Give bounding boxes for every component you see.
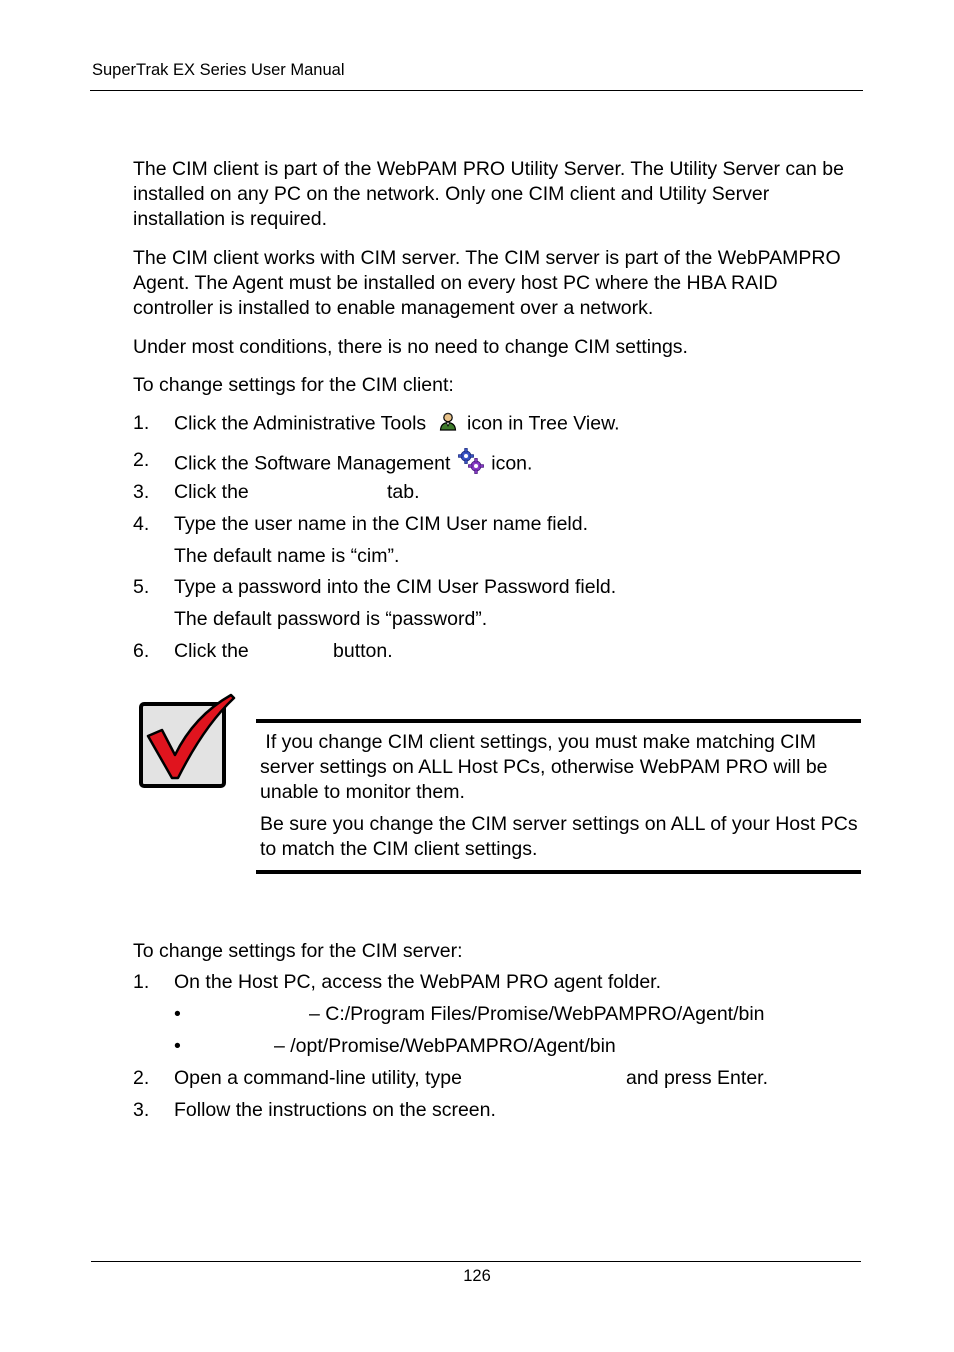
note-top-rule [256,719,861,723]
intro-paragraph-1: The CIM client is part of the WebPAM PRO Utility Server. The Utility Server can be installed on any PC on the network. Only one CIM client and Utility Server installation is required. [133,158,844,230]
step-text-pre: Click the Administrative Tools [174,412,427,435]
running-header: SuperTrak EX Series User Manual [92,61,345,79]
page-number: 126 [463,1267,491,1285]
step-number: 2. [133,449,150,471]
step-number: 3. [133,481,150,503]
step-text-post: icon. [491,452,533,475]
step-text-pre: Open a command-line utility, type [174,1067,462,1089]
step-text-post: icon in Tree View. [467,412,620,435]
step-number: 5. [133,576,150,598]
note-paragraph-2: Be sure you change the CIM server settings on ALL of your Host PCs to match the CIM client settings. [260,813,858,860]
note-paragraph-1: If you change CIM client settings, you must make matching CIM server settings on ALL Host PCs, otherwise WebPAM PRO will be unable to monitor them. [260,731,833,803]
step-text [174,411,620,438]
step-text-pre: Click the [174,640,249,662]
step-text-post: and press Enter. [626,1067,769,1089]
step-text-post: tab. [387,481,420,503]
step-subtext: The default password is “password”. [174,608,488,630]
intro-paragraph-3: Under most conditions, there is no need to change CIM settings. [133,336,688,358]
step-text-pre: Click the Software Management [174,452,451,475]
bullet-text: – C:/Program Files/Promise/WebPAMPRO/Agent/bin [309,1003,765,1025]
step-text: On the Host PC, access the WebPAM PRO agent folder. [174,971,662,993]
step-number: 1. [133,412,150,434]
step-text-pre: Click the [174,481,249,503]
intro-paragraph-2: The CIM client works with CIM server. The CIM server is part of the WebPAMPRO Agent. The Agent must be installed on every host PC where the HBA RAID controller is installed to enable management over a network. [133,247,841,319]
server-intro: To change settings for the CIM server: [133,940,463,962]
step-text-post: button. [333,640,393,662]
note-bottom-rule [256,870,861,874]
software-management-icon [458,448,484,481]
bullet-mark: • [174,1003,181,1025]
footer-rule [91,1261,861,1262]
step-number: 3. [133,1099,150,1121]
step-text: Type a password into the CIM User Password field. [174,576,617,598]
admin-tools-icon [438,411,458,438]
bullet-text: – /opt/Promise/WebPAMPRO/Agent/bin [274,1035,616,1057]
intro-paragraph-4: To change settings for the CIM client: [133,374,454,396]
step-text: Type the user name in the CIM User name field. [174,513,589,535]
checkmark-icon [138,692,236,795]
step-number: 4. [133,513,150,535]
step-text [174,448,532,481]
step-number: 2. [133,1067,150,1089]
step-number: 6. [133,640,150,662]
step-subtext: The default name is “cim”. [174,545,400,567]
header-rule [90,90,863,91]
step-text: Follow the instructions on the screen. [174,1099,496,1121]
step-number: 1. [133,971,150,993]
bullet-mark: • [174,1035,181,1057]
